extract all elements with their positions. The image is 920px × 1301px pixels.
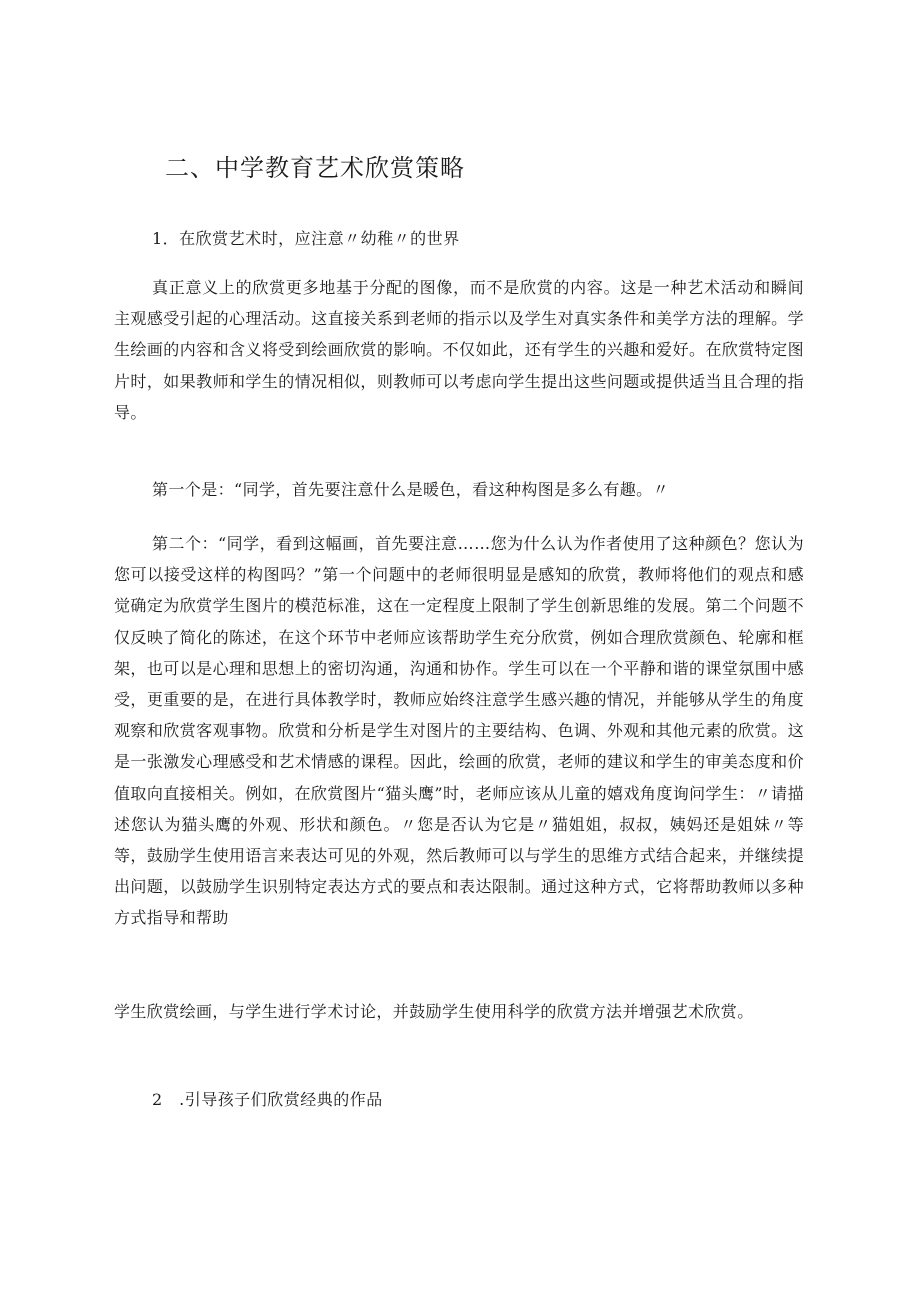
subsection-heading-1: 1．在欣赏艺术时，应注意〃幼稚〃的世界 <box>152 229 460 248</box>
section-title: 二、中学教育艺术欣赏策略 <box>165 154 465 182</box>
subsection-heading-2: 2 .引导孩子们欣赏经典的作品 <box>152 1090 383 1109</box>
paragraph-first-question: 第一个是：“同学，首先要注意什么是暖色，看这种构图是多么有趣。〃 <box>152 480 669 499</box>
paragraph-continuation: 学生欣赏绘画，与学生进行学术讨论，并鼓励学生使用科学的欣赏方法并增强艺术欣赏。 <box>114 1002 754 1021</box>
paragraph-second-question: 第二个：“同学，看到这幅画，首先要注意……您为什么认为作者使用了这种颜色？您认为您可以接受这样的构图吗？”第一个问题中的老师很明显是感知的欣赏，教师将他们的观点和感觉确定为欣赏学生图片的模范标准，这在一定程度上限制了学生创新思维的发展。第二个问题不仅反映了简化的陈述，在这个环节中老师应该帮助学生充分欣赏，例如合理欣赏颜色、轮廓和框架，也可以是心理和思想上的密切沟通，沟通和协作。学生可以在一个平静和谐的课堂氛围中感受，更重要的是，在进行具体教学时，教师应始终注意学生感兴趣的情况，并能够从学生的角度观察和欣赏客观事物。欣赏和分析是学生对图片的主要结构、色调、外观和其他元素的欣赏。这是一张激发心理感受和艺术情感的课程。因此，绘画的欣赏，老师的建议和学生的审美态度和价值取向直接相关。例如，在欣赏图片“猫头鹰”时，老师应该从儿童的嬉戏角度询问学生：〃请描述您认为猫头鹰的外观、形状和颜色。〃您是否认为它是〃猫姐姐，叔叔，姨妈还是姐妹〃等等，鼓励学生使用语言来表达可见的外观，然后教师可以与学生的思维方式结合起来，并继续提出问题，以鼓励学生识别特定表达方式的要点和表达限制。通过这种方式，它将帮助教师以多种方式指导和帮助 <box>114 534 804 928</box>
paragraph-intro: 真正意义上的欣赏更多地基于分配的图像，而不是欣赏的内容。这是一种艺术活动和瞬间主观感受引起的心理活动。这直接关系到老师的指示以及学生对真实条件和美学方法的理解。学生绘画的内容和含义将受到绘画欣赏的影响。不仅如此，还有学生的兴趣和爱好。在欣赏特定图片时，如果教师和学生的情况相似，则教师可以考虑向学生提出这些问题或提供适当且合理的指导。 <box>114 278 804 422</box>
